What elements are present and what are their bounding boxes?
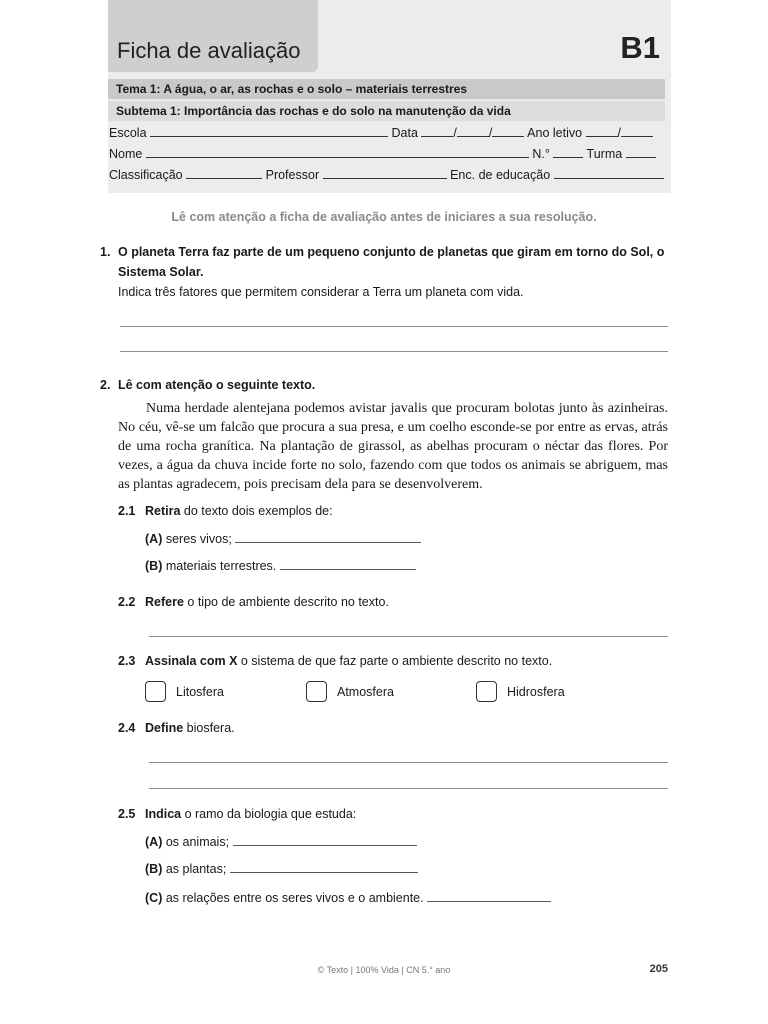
data-month-field[interactable] [457, 125, 489, 137]
q2-5-b-answer[interactable] [230, 861, 418, 873]
q2-4-rest: biosfera. [183, 721, 235, 735]
checkbox-atmosfera[interactable] [306, 681, 327, 702]
option-key: (A) [145, 532, 163, 546]
form-line-classification [109, 167, 665, 183]
option-key: (C) [145, 891, 163, 905]
option-key: (A) [145, 835, 163, 849]
q2-3-verb: Assinala com X [145, 654, 238, 668]
slash: / [617, 126, 622, 140]
page-title: Ficha de avaliação [117, 38, 301, 63]
footer-credit: © Texto | 100% Vida | CN 5.° ano [317, 965, 451, 975]
q1-number: 1. [100, 245, 111, 259]
numero-label: N.° [532, 147, 550, 161]
q2-1-number: 2.1 [118, 504, 136, 518]
form-line-school [109, 125, 665, 141]
q2-5-number: 2.5 [118, 807, 136, 821]
q2-5-a-answer[interactable] [233, 834, 417, 846]
turma-field[interactable] [626, 146, 656, 158]
q1-task: Indica três fatores que permitem considerar a Terra um planeta com vida. [118, 285, 524, 299]
q2-1-rest: do texto dois exemplos de: [180, 504, 333, 518]
sheet-code: B1 [620, 30, 660, 65]
q2-5-option-b [145, 861, 418, 876]
checkbox-hidrosfera[interactable] [476, 681, 497, 702]
data-label: Data [391, 126, 418, 140]
option-text: seres vivos; [162, 532, 232, 546]
instruction: Lê com atenção a ficha de avaliação antes de iniciares a sua resolução. [171, 210, 597, 224]
nome-field[interactable] [146, 146, 529, 158]
q2-4-answer-line[interactable] [149, 788, 668, 789]
q2-1-verb: Retira [145, 504, 181, 518]
q2-1-text [145, 504, 333, 518]
q2-2-rest: o tipo de ambiente descrito no texto. [183, 595, 389, 609]
form-line-name [109, 146, 665, 162]
subtema-bar: Subtema 1: Importância das rochas e do solo na manutenção da vida [108, 101, 665, 121]
q2-2-number: 2.2 [118, 595, 136, 609]
option-key: (B) [145, 559, 163, 573]
q2-3-rest: o sistema de que faz parte o ambiente descrito no texto. [237, 654, 553, 668]
q2-3-text [145, 654, 552, 668]
q2-4-text [145, 721, 235, 735]
q2-statement: Lê com atenção o seguinte texto. [118, 378, 316, 392]
q1-answer-line[interactable] [120, 351, 668, 352]
q2-5-option-c [145, 890, 551, 905]
turma-label: Turma [586, 147, 623, 161]
page-number: 205 [649, 963, 668, 975]
slash: / [453, 126, 457, 140]
option-text: as relações entre os seres vivos e o ambiente. [162, 891, 424, 905]
q2-5-c-answer[interactable] [427, 890, 551, 902]
q2-passage: Numa herdade alentejana podemos avistar javalis que procuram bolotas junto às azinheiras. No céu, vê-se um falcão que procura a sua presa, e um coelho esconde-se por entre as ervas, atrás de uma rocha granítica. Na plantação de girassol, as abelhas procuram o néctar das flores. Por vezes, a água da chuva incide forte no solo, fazendo com que todos os animais se abriguem, mas as plantas agradecem, pois precisam dela para se desenvolverem. [118, 401, 668, 492]
escola-label: Escola [109, 126, 147, 140]
q1-answer-line[interactable] [120, 326, 668, 327]
q2-4-number: 2.4 [118, 721, 136, 735]
q2-3-number: 2.3 [118, 654, 136, 668]
label-hidrosfera: Hidrosfera [507, 685, 565, 699]
enc-educacao-field[interactable] [554, 167, 664, 179]
escola-field[interactable] [150, 125, 388, 137]
q2-5-rest: o ramo da biologia que estuda: [181, 807, 357, 821]
q2-4-verb: Define [145, 721, 184, 735]
checkbox-litosfera[interactable] [145, 681, 166, 702]
q2-2-verb: Refere [145, 595, 184, 609]
tema-bar: Tema 1: A água, o ar, as rochas e o solo – materiais terrestres [108, 79, 665, 99]
slash: / [488, 126, 493, 140]
q2-1-option-b [145, 558, 416, 573]
nome-label: Nome [109, 147, 143, 161]
q2-5-text [145, 807, 356, 821]
option-text: materiais terrestres. [162, 559, 277, 573]
classificacao-label: Classificação [109, 168, 183, 182]
q1-statement-line1: O planeta Terra faz parte de um pequeno conjunto de planetas que giram em torno do Sol, o [118, 245, 665, 259]
q2-4-answer-line[interactable] [149, 762, 668, 763]
q2-1-option-a [145, 531, 421, 546]
option-key: (B) [145, 862, 163, 876]
q2-5-verb: Indica [145, 807, 182, 821]
professor-field[interactable] [323, 167, 447, 179]
ano-letivo-end-field[interactable] [621, 125, 653, 137]
classificacao-field[interactable] [186, 167, 262, 179]
q1-statement-line2: Sistema Solar. [118, 265, 204, 279]
q2-1-b-answer[interactable] [280, 558, 416, 570]
q2-1-a-answer[interactable] [235, 531, 421, 543]
q2-5-option-a [145, 834, 417, 849]
data-day-field[interactable] [421, 125, 453, 137]
q2-2-answer-line[interactable] [149, 636, 668, 637]
q2-number: 2. [100, 378, 111, 392]
label-atmosfera: Atmosfera [337, 685, 394, 699]
q2-2-text [145, 595, 389, 609]
professor-label: Professor [265, 168, 320, 182]
numero-field[interactable] [553, 146, 583, 158]
ano-letivo-start-field[interactable] [586, 125, 618, 137]
enc-educacao-label: Enc. de educação [450, 168, 551, 182]
data-year-field[interactable] [492, 125, 524, 137]
label-litosfera: Litosfera [176, 685, 224, 699]
option-text: os animais; [162, 835, 230, 849]
option-text: as plantas; [162, 862, 227, 876]
ano-letivo-label: Ano letivo [527, 126, 583, 140]
